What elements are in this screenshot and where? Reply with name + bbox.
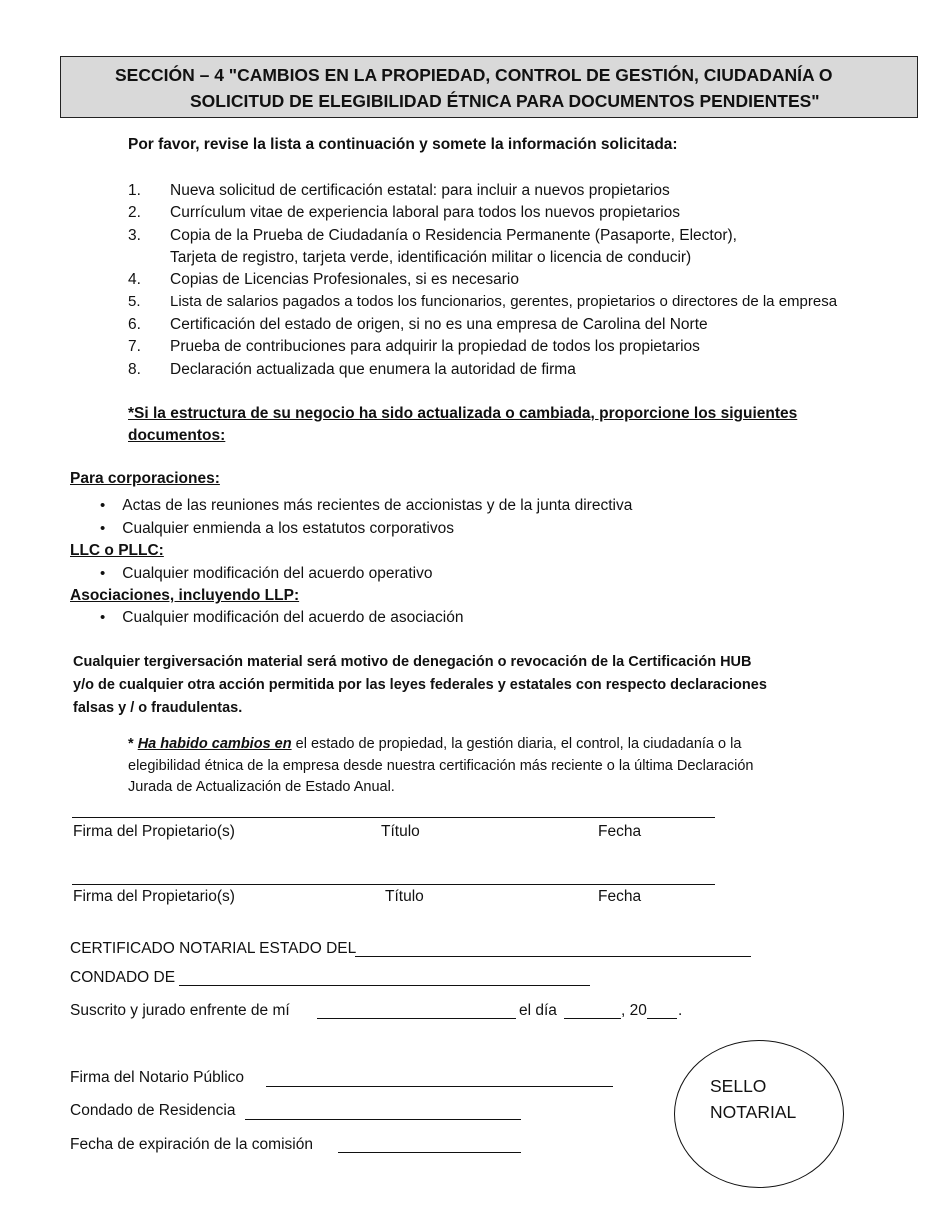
notary-county-label: CONDADO DE	[70, 969, 176, 986]
warning-line3: falsas y / o fraudulentas.	[73, 700, 243, 716]
sworn-label: Suscrito y jurado enfrente de mí	[70, 1002, 290, 1019]
changes-statement-line3: Jurada de Actualización de Estado Anual.	[128, 779, 395, 795]
bullet-item: • Cualquier enmienda a los estatutos corporativos	[100, 520, 454, 537]
sworn-name-field[interactable]	[317, 1018, 516, 1019]
owner-signature-label: Firma del Propietario(s)	[73, 823, 235, 840]
list-item: 8. Declaración actualizada que enumera la autoridad de firma	[128, 361, 576, 378]
changes-statement-line1: * Ha habido cambios en el estado de propiedad, la gestión diaria, el control, la ciudadanía o la	[128, 736, 742, 752]
bullet-item: • Cualquier modificación del acuerdo operativo	[100, 565, 433, 582]
list-item-continuation: Tarjeta de registro, tarjeta verde, identificación militar o licencia de conducir)	[170, 249, 692, 266]
owner-signature-label: Firma del Propietario(s)	[73, 888, 235, 905]
list-item: 2. Currículum vitae de experiencia laboral para todos los nuevos propietarios	[128, 204, 681, 221]
notary-state-field[interactable]	[355, 956, 751, 957]
day-field[interactable]	[564, 1018, 621, 1019]
list-item: 3. Copia de la Prueba de Ciudadanía o Residencia Permanente (Pasaporte, Elector),	[128, 227, 737, 244]
structure-note-line1: *Si la estructura de su negocio ha sido actualizada o cambiada, proporcione los siguientes	[128, 405, 798, 422]
owner-signature-line[interactable]	[72, 817, 715, 818]
partnerships-heading: Asociaciones, incluyendo LLP:	[70, 587, 300, 604]
date-label: Fecha	[598, 823, 642, 840]
sworn-period: .	[678, 1002, 683, 1019]
residence-county-label: Condado de Residencia	[70, 1102, 236, 1119]
year-field[interactable]	[647, 1018, 677, 1019]
section-title-line1: SECCIÓN – 4 "CAMBIOS EN LA PROPIEDAD, CONTROL DE GESTIÓN, CIUDADANÍA O	[115, 65, 833, 85]
year-prefix: , 20	[621, 1002, 647, 1019]
owner-signature-line[interactable]	[72, 884, 715, 885]
corporations-heading: Para corporaciones:	[70, 470, 220, 487]
bullet-item: • Actas de las reuniones más recientes de accionistas y de la junta directiva	[100, 497, 633, 514]
day-label: el día	[519, 1002, 557, 1019]
commission-expiration-field[interactable]	[338, 1152, 521, 1153]
notary-county-field[interactable]	[179, 985, 590, 986]
notary-signature-field[interactable]	[266, 1086, 613, 1087]
bullet-item: • Cualquier modificación del acuerdo de asociación	[100, 609, 464, 626]
structure-note-line2: documentos:	[128, 427, 226, 444]
commission-expiration-label: Fecha de expiración de la comisión	[70, 1136, 313, 1153]
llc-heading: LLC o PLLC:	[70, 542, 164, 559]
list-item: 5. Lista de salarios pagados a todos los funcionarios, gerentes, propietarios o directores de la empresa	[128, 293, 838, 310]
list-item: 4. Copias de Licencias Profesionales, si es necesario	[128, 271, 519, 288]
notary-signature-label: Firma del Notario Público	[70, 1069, 245, 1086]
list-item: 6. Certificación del estado de origen, si no es una empresa de Carolina del Norte	[128, 316, 708, 333]
changes-statement-line2: elegibilidad étnica de la empresa desde nuestra certificación más reciente o la última Declaración	[128, 758, 754, 774]
intro-instruction: Por favor, revise la lista a continuación y somete la información solicitada:	[128, 136, 678, 153]
list-item: 7. Prueba de contribuciones para adquirir la propiedad de todos los propietarios	[128, 338, 700, 355]
list-item: 1. Nueva solicitud de certificación estatal: para incluir a nuevos propietarios	[128, 182, 670, 199]
title-label: Título	[381, 823, 420, 840]
warning-line2: y/o de cualquier otra acción permitida por las leyes federales y estatales con respecto declaraciones	[73, 677, 767, 693]
title-label: Título	[385, 888, 424, 905]
seal-label-line2: NOTARIAL	[710, 1102, 797, 1122]
residence-county-field[interactable]	[245, 1119, 521, 1120]
seal-label-line1: SELLO	[710, 1076, 767, 1096]
section-title-line2: SOLICITUD DE ELEGIBILIDAD ÉTNICA PARA DOCUMENTOS PENDIENTES"	[190, 91, 820, 111]
notary-state-label: CERTIFICADO NOTARIAL ESTADO DEL	[70, 940, 357, 957]
warning-line1: Cualquier tergiversación material será motivo de denegación o revocación de la Certificación HUB	[73, 654, 752, 670]
date-label: Fecha	[598, 888, 642, 905]
